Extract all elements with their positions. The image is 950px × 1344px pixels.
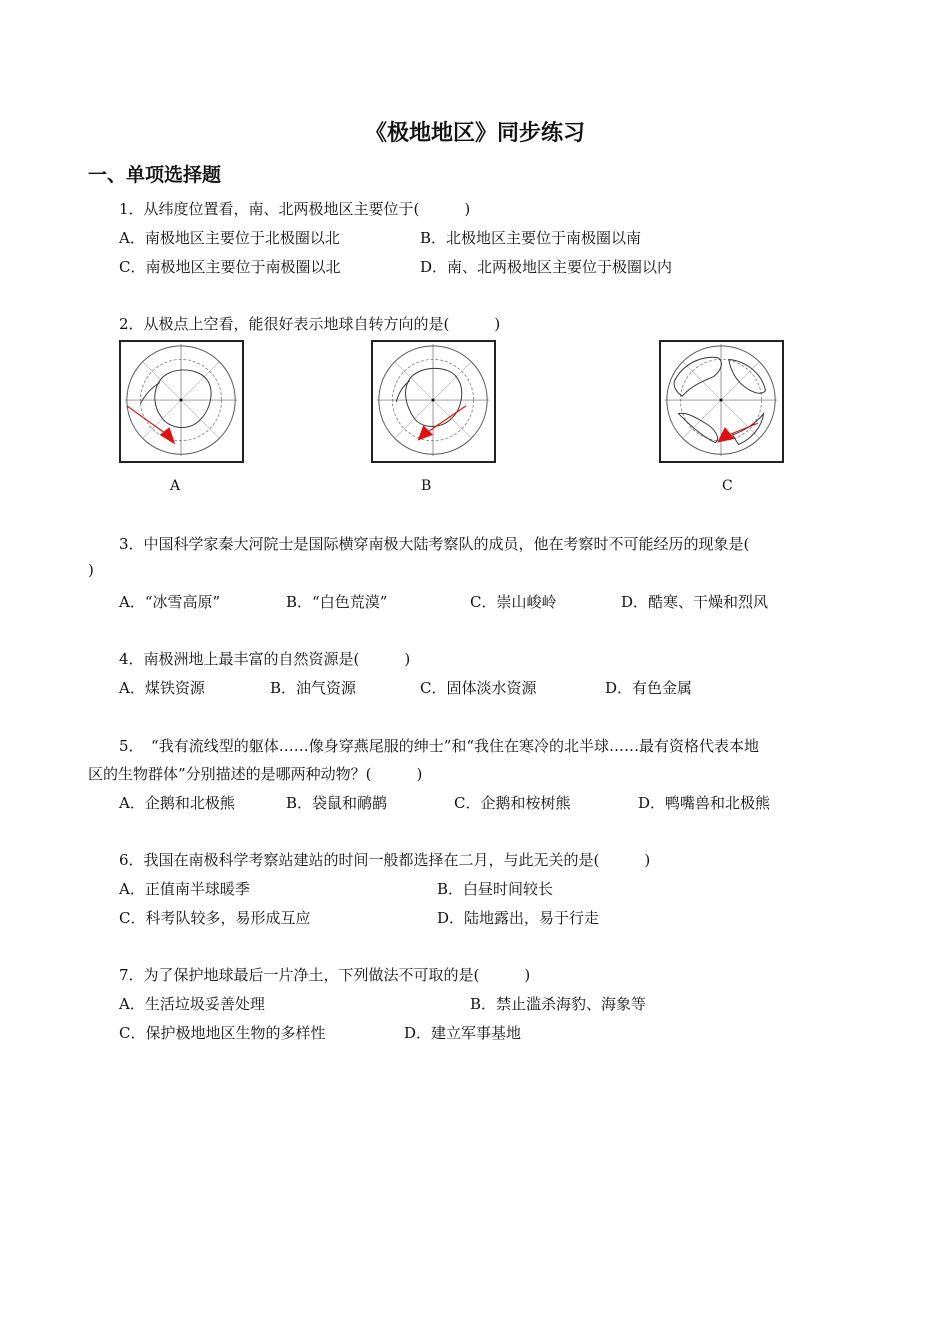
q4-option-a[interactable]: A．煤铁资源 [119,679,205,697]
q1-option-c[interactable]: C．南极地区主要位于南极圈以北 [119,258,341,276]
q6-option-c[interactable]: C．科考队较多，易形成互应 [119,909,311,927]
map-c-label: C [722,478,733,494]
q6-option-a[interactable]: A．正值南半球暖季 [119,880,250,898]
q3-option-c[interactable]: C．崇山峻岭 [470,593,557,611]
q5-stem-cont: 区的生物群体”分别描述的是哪两种动物？( ) [88,765,423,783]
q6-stem: 6．我国在南极科学考察站建站的时间一般都选择在二月，与此无关的是( ) [119,851,651,869]
q5-option-b[interactable]: B．袋鼠和鸸鹋 [286,794,388,812]
q1-option-d[interactable]: D．南、北两极地区主要位于极圈以内 [420,258,673,276]
q3-stem-cont: ) [88,561,94,579]
q1-stem: 1．从纬度位置看，南、北两极地区主要位于( ) [119,200,471,218]
q4-option-b[interactable]: B．油气资源 [270,679,357,697]
q3-option-b[interactable]: B．“白色荒漠” [286,593,388,611]
q7-option-c[interactable]: C．保护极地地区生物的多样性 [119,1024,326,1042]
q5-option-a[interactable]: A．企鹅和北极熊 [119,794,235,812]
q4-option-c[interactable]: C．固体淡水资源 [420,679,537,697]
antarctic-map-a-icon[interactable] [119,340,244,463]
arctic-map-c-icon[interactable] [659,340,784,463]
q1-option-a[interactable]: A．南极地区主要位于北极圈以北 [119,229,340,247]
q7-option-d[interactable]: D．建立军事基地 [404,1024,522,1042]
q5-stem: 5． “我有流线型的躯体……像身穿燕尾服的绅士”和“我住在寒冷的北半球……最有资格代表本地 [119,737,760,755]
q3-option-a[interactable]: A．“冰雪高原” [119,593,221,611]
q1-option-b[interactable]: B．北极地区主要位于南极圈以南 [420,229,642,247]
q6-option-b[interactable]: B．白昼时间较长 [437,880,554,898]
q4-stem: 4．南极洲地上最丰富的自然资源是( ) [119,650,411,668]
q2-stem: 2．从极点上空看，能很好表示地球自转方向的是( ) [119,315,501,333]
section-heading: 一、单项选择题 [88,164,222,186]
q3-stem: 3．中国科学家秦大河院士是国际横穿南极大陆考察队的成员，他在考察时不可能经历的现象是( [119,535,750,553]
map-a-label: A [170,478,181,494]
q4-option-d[interactable]: D．有色金属 [605,679,693,697]
q7-option-a[interactable]: A．生活垃圾妥善处理 [119,995,265,1013]
q5-option-d[interactable]: D．鸭嘴兽和北极熊 [638,794,771,812]
q6-option-d[interactable]: D．陆地露出，易于行走 [437,909,600,927]
page-title: 《极地地区》同步练习 [364,121,585,146]
map-b-label: B [421,478,432,494]
antarctic-map-b-icon[interactable] [371,340,496,463]
q3-option-d[interactable]: D．酷寒、干燥和烈风 [621,593,769,611]
q7-stem: 7．为了保护地球最后一片净土，下列做法不可取的是( ) [119,966,531,984]
q5-option-c[interactable]: C．企鹅和桉树熊 [454,794,571,812]
q7-option-b[interactable]: B．禁止滥杀海豹、海象等 [470,995,647,1013]
